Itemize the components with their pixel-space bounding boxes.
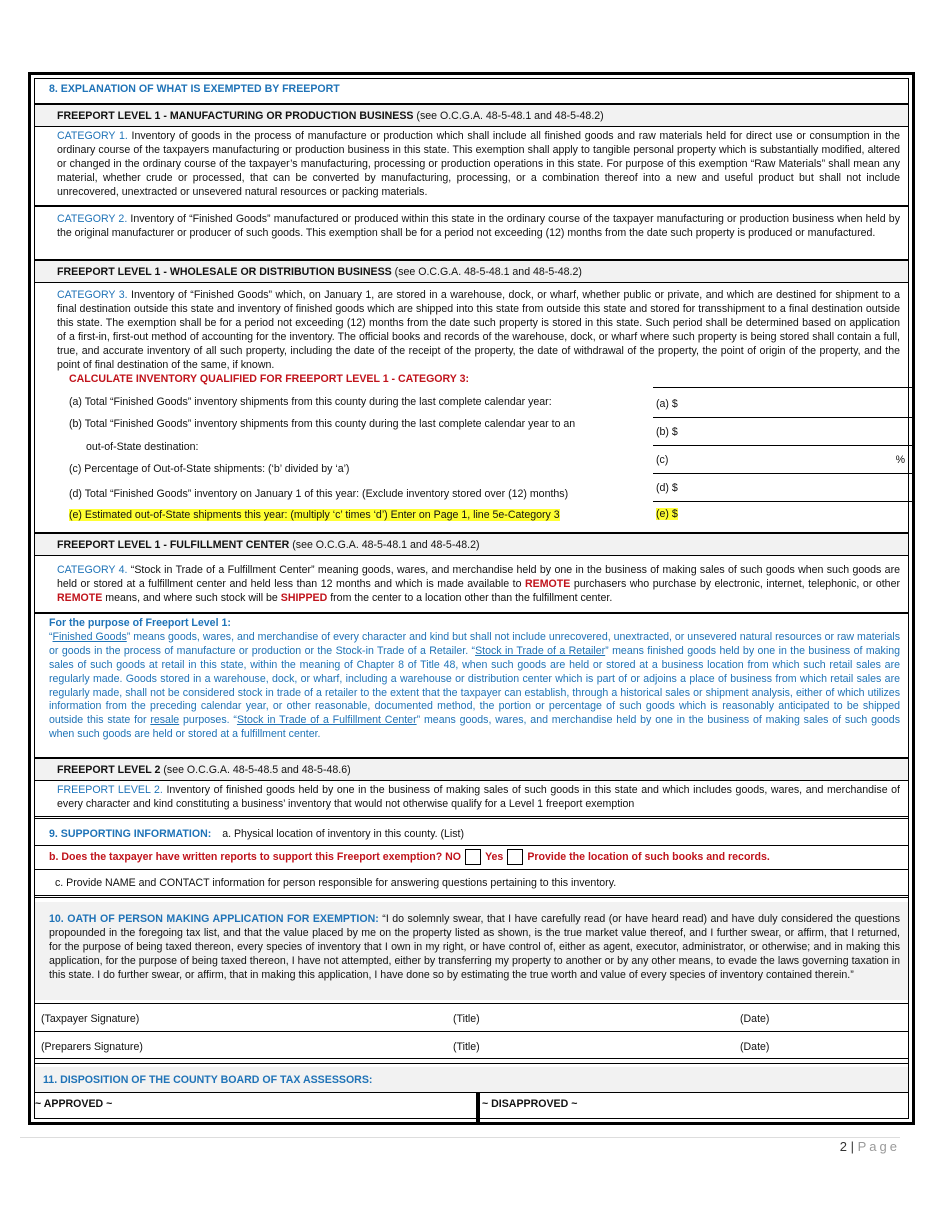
entry-a-label: (a) $ xyxy=(656,398,678,410)
calc-line-c: (c) Percentage of Out-of-State shipments: (‘b’ divided by ‘a’) xyxy=(69,463,350,475)
entry-e-label: (e) $ xyxy=(656,508,678,520)
calc-line-d: (d) Total “Finished Goods” inventory on January 1 of this year: (Exclude inventory stored over (12) months) xyxy=(69,488,569,500)
disposition-row xyxy=(35,1092,908,1124)
section-11-divider xyxy=(35,1063,908,1064)
divider xyxy=(35,205,908,207)
page-word: Page xyxy=(857,1139,900,1154)
category-4 xyxy=(35,564,908,606)
entry-field-d[interactable] xyxy=(653,476,913,502)
term-finished-goods: Finished Goods xyxy=(52,630,127,643)
level2-ref: (see O.C.G.A. 48-5-48.5 and 48-5-48.6) xyxy=(160,764,351,776)
disapproved-box[interactable]: ~ DISAPPROVED ~ xyxy=(482,1098,578,1110)
section-9-divider xyxy=(35,816,908,819)
calc-title-text: CALCULATE INVENTORY QUALIFIED FOR FREEPORT LEVEL 1 - CATEGORY 3: xyxy=(69,373,470,385)
approved-box[interactable]: ~ APPROVED ~ xyxy=(35,1098,113,1110)
section-10-divider xyxy=(35,895,908,898)
category-4-label: CATEGORY 4. xyxy=(57,564,128,576)
level1-fulfillment-header xyxy=(35,532,908,556)
category-1-label: CATEGORY 1. xyxy=(57,130,128,142)
remote-emphasis-1: REMOTE xyxy=(524,577,571,590)
preparer-signature-row[interactable] xyxy=(35,1031,908,1059)
level2-desc xyxy=(35,784,908,812)
section-9-a-text: a. Physical location of inventory in this county. (List) xyxy=(222,828,465,840)
term-stock-trade-retailer: Stock in Trade of a Retailer xyxy=(475,644,606,657)
calc-title xyxy=(69,373,469,385)
level1-mfg-title: FREEPORT LEVEL 1 - MANUFACTURING OR PRODUCTION BUSINESS xyxy=(57,110,414,122)
preparer-signature-label: (Preparers Signature) xyxy=(41,1041,143,1053)
section-9-title: 9. SUPPORTING INFORMATION: xyxy=(49,828,212,840)
entry-c-label: (c) xyxy=(656,454,669,466)
category-3-text: Inventory of “Finished Goods” which, on January 1, are stored in a warehouse, dock, or wharf, whether public or private, and which are destined for shipment to a final destination outside this state and inventory of finished goods which are shipped into this state from outside this state and stored for transshipment to a final destination outside this state. The exemption shall be for a period not exceeding (12) months from the date such property is stored in this state. Such period shall be determined based on application of a first-in, first-out method of accounting for the inventory. The official books and records of the warehouse, dock, or wharf where such property is being stored shall contain a full, true, and accurate inventory of all such property, including the date of the receipt of the property, the date of withdrawal of the property, the point of origin of the property, and the point of final destination of the same, if known. xyxy=(57,289,900,371)
purpose-quote: “ xyxy=(49,630,53,643)
section-8-header xyxy=(35,79,908,103)
footer-rule xyxy=(20,1137,900,1138)
taxpayer-signature-row[interactable] xyxy=(35,1003,908,1031)
level1-mfg-ref: (see O.C.G.A. 48-5-48.1 and 48-5-48.2) xyxy=(413,110,604,122)
calc-line-b1: (b) Total “Finished Goods” inventory shipments from this county during the last complete calendar year to an xyxy=(69,418,576,430)
purpose-title: For the purpose of Freeport Level 1: xyxy=(49,617,231,629)
purpose-text-2: ” means finished goods held by one in the business of making sales of such goods at retail in this state, within the meaning of Chapter 8 of Title 48, when such goods are held or stored at a business location from which such retail sales are regularly made. Goods stored in a warehouse, dock, or wharf, including a warehouse or distribution center which is part of or adjoins a place of business from which retail sales are regularly made, shall not be considered stock in trade of a retailer to the extent that the taxpayer can establish, through a historical sales or shipment analysis, either of which utilizes information from the preceding calendar year, or other reasonable, documented method, the portion or percentage of such goods which is reasonably anticipated to be shipped outside this state for xyxy=(49,644,900,727)
category-1 xyxy=(35,130,908,200)
section-9-c xyxy=(35,869,908,895)
disposition-divider xyxy=(476,1093,480,1124)
level1-wholesale-ref: (see O.C.G.A. 48-5-48.1 and 48-5-48.2) xyxy=(391,266,582,278)
page-number xyxy=(840,1139,900,1154)
entry-field-a[interactable] xyxy=(653,392,913,418)
checkbox-no[interactable] xyxy=(465,849,481,865)
shipped-emphasis: SHIPPED xyxy=(280,591,328,604)
section-11-title: 11. DISPOSITION OF THE COUNTY BOARD OF TAX ASSESSORS: xyxy=(43,1074,373,1086)
term-resale: resale xyxy=(150,714,180,727)
section-9-a xyxy=(35,823,908,843)
form-inner xyxy=(34,78,909,1119)
preparer-title-label: (Title) xyxy=(453,1041,480,1053)
category-2-label: CATEGORY 2. xyxy=(57,213,128,225)
category-2-text: Inventory of “Finished Goods” manufactured or produced within this state in the ordinary course of the taxpayer manufacturing or production business when held by the original manufacturer or producer of such goods. This exemption shall be for a period not exceeding (12) months from the date such property is produced or manufactured. xyxy=(57,213,900,239)
category-4-text-4: from the center to a location other than the fulfillment center. xyxy=(327,591,613,604)
section-9-b xyxy=(35,845,908,869)
page-number-value: 2 xyxy=(839,1139,848,1154)
section-9-b-after: Provide the location of such books and records. xyxy=(527,850,770,863)
calc-line-a: (a) Total “Finished Goods” inventory shipments from this county during the last complete calendar year: xyxy=(69,396,552,408)
section-10-oath xyxy=(35,902,908,1000)
entry-b-label: (b) $ xyxy=(656,426,678,438)
purpose-text-4: ” means goods, wares, and merchandise held by one in the business of making sales of such goods when such goods are held or stored at a fulfillment center. xyxy=(49,714,900,741)
calc-line-e-text: (e) Estimated out-of-State shipments this year: (multiply ‘c’ times ‘d’) Enter on Page 1, line 5e-Category 3 xyxy=(69,509,560,521)
category-3 xyxy=(35,289,908,372)
preparer-date-label: (Date) xyxy=(740,1041,770,1053)
taxpayer-title-label: (Title) xyxy=(453,1013,480,1025)
level2-text: Inventory of finished goods held by one in the business of making sales of such goods in this state and which includes goods, wares, and merchandise of every character and kind constituting a business’ inventory that would not otherwise qualify for a Level 1 freeport exemption xyxy=(57,784,900,810)
category-1-text: Inventory of goods in the process of manufacture or production which shall include all finished goods and raw materials held for direct use or consumption in the ordinary course of the taxpayers manufacturing or production business in this state. This exemption shall apply to tangible personal property which is substantially modified, altered or changed in the ordinary course of the taxpayer’s manufacturing, processing or production operations in this state. For purpose of this exemption “Raw Materials” shall mean any material, whether crude or processed, that can be converted by manufacturing, processing, or a combination thereof into a new and useful product but shall not include unrecovered, unextracted or unsevered natural resources or packing materials. xyxy=(57,130,900,198)
section-9-c-text: c. Provide NAME and CONTACT information for person responsible for answering questions pertaining to this inventory. xyxy=(55,877,617,889)
entry-c-percent: % xyxy=(895,454,905,466)
purpose-text-1: ” means goods, wares, and merchandise of every character and kind but shall not include unrecovered, unextracted, or unsevered natural resources or raw materials or goods in the process of manufacture or production or the Stock-in Trade of a Retailer. “ xyxy=(49,630,900,657)
level2-label: FREEPORT LEVEL 2. xyxy=(57,784,163,796)
level1-fulfillment-title: FREEPORT LEVEL 1 - FULFILLMENT CENTER xyxy=(57,539,290,551)
category-4-text-3: means, and where such stock will be xyxy=(102,591,281,604)
level1-wholesale-header xyxy=(35,259,908,283)
category-3-label: CATEGORY 3. xyxy=(57,289,128,301)
level2-header xyxy=(35,757,908,781)
entry-field-b[interactable] xyxy=(653,420,913,446)
section-8-title: 8. EXPLANATION OF WHAT IS EXEMPTED BY FREEPORT xyxy=(49,83,340,95)
section-11-header xyxy=(35,1067,908,1092)
remote-emphasis-2: REMOTE xyxy=(57,591,103,604)
category-4-text-2: purchasers who purchase by electronic, internet, telephonic, or other xyxy=(570,577,900,590)
category-2 xyxy=(35,213,908,241)
calc-line-e xyxy=(69,509,659,521)
entry-field-e[interactable] xyxy=(653,502,913,528)
calc-cells-top xyxy=(653,387,913,388)
purpose-text-3: purposes. “ xyxy=(179,714,237,727)
page-separator: | xyxy=(847,1139,858,1154)
taxpayer-signature-label: (Taxpayer Signature) xyxy=(41,1013,140,1025)
level1-wholesale-title: FREEPORT LEVEL 1 - WHOLESALE OR DISTRIBUTION BUSINESS xyxy=(57,266,392,278)
purpose-block xyxy=(35,612,908,742)
category-4-text-1: “Stock in Trade of a Fulfillment Center” meaning goods, wares, and merchandise held by one in the business of making sales of such goods when such goods are held or stored at a fulfillment center and held less than 12 months and which is made available to xyxy=(57,564,900,590)
level2-title: FREEPORT LEVEL 2 xyxy=(57,764,161,776)
checkbox-yes[interactable] xyxy=(507,849,523,865)
entry-d-label: (d) $ xyxy=(656,482,678,494)
yes-label: Yes xyxy=(485,850,504,863)
section-10-title: 10. OATH OF PERSON MAKING APPLICATION FOR EXEMPTION: xyxy=(49,913,379,925)
level1-fulfillment-ref: (see O.C.G.A. 48-5-48.1 and 48-5-48.2) xyxy=(289,539,480,551)
section-10-text: “I do solemnly swear, that I have carefully read (or have heard read) and have duly considered the questions propounded in the foregoing tax list, and that the value placed by me on the property listed as shown, is the true market value thereof, and I further swear, or affirm, that I returned, for the purpose of being taxed thereon, every species of inventory that I own in my right, or have control of, either as agent, executor, administrator, or otherwise; and in making this application, for the purpose of being taxed thereon, I have not attempted, either by transferring my property to another or by any other means, to evade the laws governing taxation in this state. I do further swear, or affirm, that in making this application, I have done so by estimating the true worth and value of every species of inventory contained therein.” xyxy=(49,913,900,981)
form-frame xyxy=(28,72,915,1125)
term-stock-trade-fulfillment: Stock in Trade of a Fulfillment Center xyxy=(236,714,417,727)
taxpayer-date-label: (Date) xyxy=(740,1013,770,1025)
level1-mfg-header xyxy=(35,103,908,127)
calc-line-b2: out-of-State destination: xyxy=(86,441,199,453)
entry-field-c[interactable] xyxy=(653,448,913,474)
section-9-b-question: b. Does the taxpayer have written reports to support this Freeport exemption? NO xyxy=(49,850,462,863)
